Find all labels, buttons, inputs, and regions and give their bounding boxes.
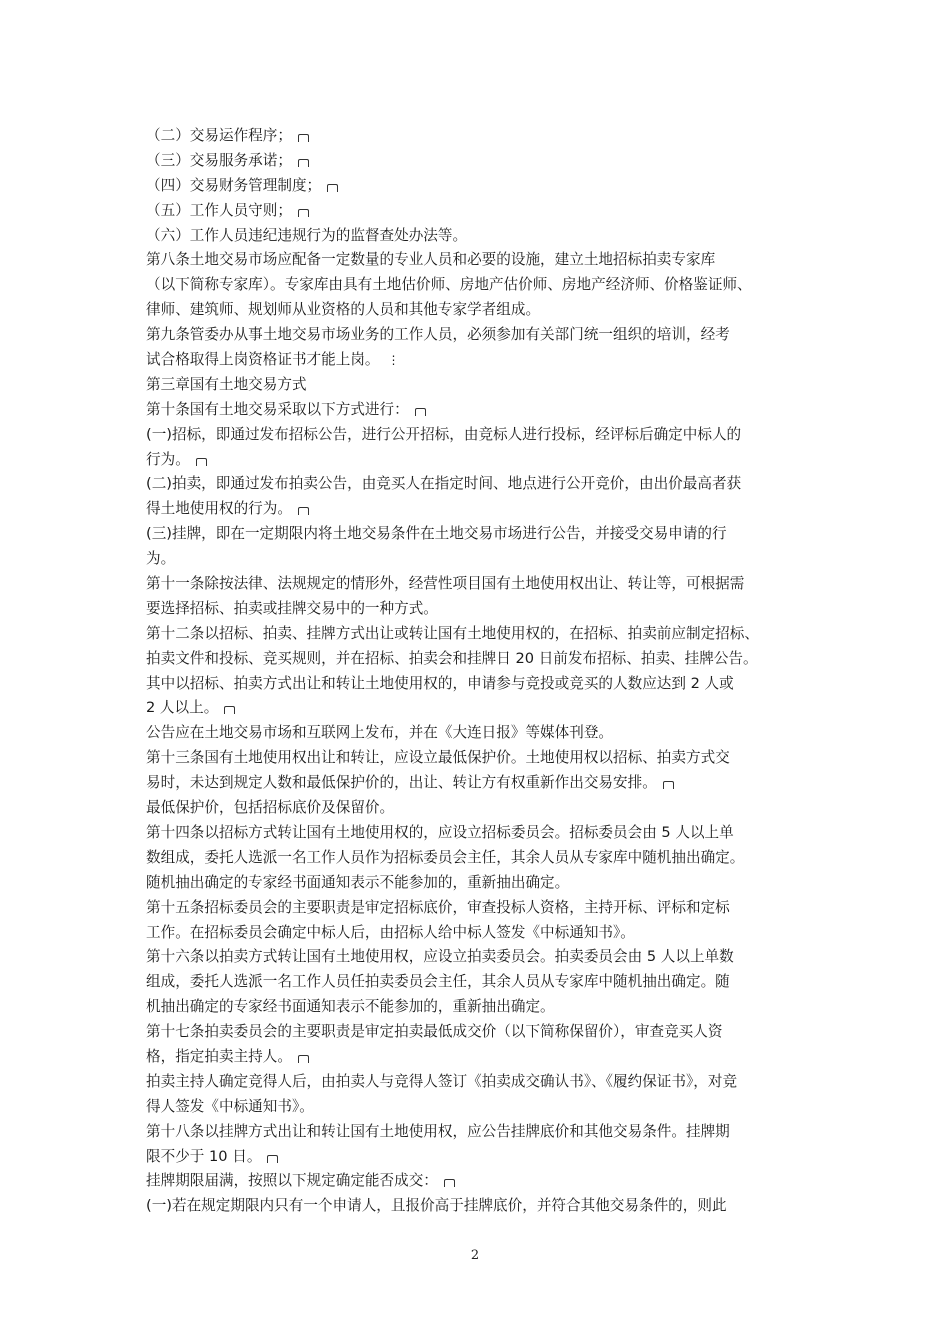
text-line [146, 448, 816, 473]
line-text: (一)招标，即通过发布招标公告，进行公开招标，由竞标人进行投标，经评标后确定中标人的 [146, 425, 742, 443]
text-line [146, 771, 816, 796]
text-line [146, 1045, 816, 1070]
line-text: （三）交易服务承诺； [146, 151, 292, 169]
line-text: 第十四条以招标方式转让国有土地使用权的，应设立招标委员会。招标委员会由 5 人以上单 [146, 823, 734, 841]
text-line [146, 1194, 816, 1219]
line-text: 第十条国有土地交易采取以下方式进行： [146, 400, 409, 418]
line-text: 第九条管委办从事土地交易市场业务的工作人员，必须参加有关部门统一组织的培训，经考 [146, 326, 730, 344]
document-body [146, 124, 816, 1219]
line-text: 组成，委托人选派一名工作人员任拍卖委员会主任，其余人员从专家库中随机抽出确定。随 [146, 973, 730, 991]
paragraph-mark-icon [298, 134, 309, 142]
line-text: (一)若在规定期限内只有一个申请人，且报价高于挂牌底价，并符合其他交易条件的，则此 [146, 1197, 727, 1215]
paragraph-mark-icon [327, 184, 338, 192]
line-text: 第十六条以拍卖方式转让国有土地使用权，应设立拍卖委员会。拍卖委员会由 5 人以上单数 [146, 948, 734, 966]
page-number: 2 [470, 1248, 480, 1263]
line-text: 2 人以上。 [146, 699, 219, 717]
line-text: （四）交易财务管理制度； [146, 176, 322, 194]
text-line [146, 224, 816, 249]
text-line [146, 721, 816, 746]
text-line [146, 348, 816, 373]
paragraph-mark-icon [267, 1155, 278, 1163]
line-text: 第八条土地交易市场应配备一定数量的专业人员和必要的设施，建立土地招标拍卖专家库 [146, 251, 716, 269]
text-line [146, 1020, 816, 1045]
text-line [146, 796, 816, 821]
text-line [146, 572, 816, 597]
line-text: （以下简称专家库）。专家库由具有土地估价师、房地产估价师、房地产经济师、价格鉴证师、 [146, 276, 752, 294]
text-line [146, 1169, 816, 1194]
text-line [146, 124, 816, 149]
line-text: 律师、建筑师、规划师从业资格的人员和其他专家学者组成。 [146, 301, 541, 319]
text-line [146, 472, 816, 497]
text-line [146, 398, 816, 423]
text-line [146, 149, 816, 174]
line-text: 挂牌期限届满，按照以下规定确定能否成交： [146, 1172, 438, 1190]
text-line [146, 871, 816, 896]
paragraph-mark-icon [224, 706, 235, 714]
text-line [146, 522, 816, 547]
line-text: （二）交易运作程序； [146, 127, 292, 144]
text-line [146, 373, 816, 398]
line-text: 公告应在土地交易市场和互联网上发布，并在《大连日报》等媒体刊登。 [146, 724, 614, 742]
text-line [146, 821, 816, 846]
line-text: 易时，未达到规定人数和最低保护价的，出让、转让方有权重新作出交易安排。 [146, 774, 657, 792]
text-line [146, 746, 816, 771]
line-text: 数组成，委托人选派一名工作人员作为招标委员会主任，其余人员从专家库中随机抽出确定。 [146, 848, 745, 866]
line-text: 最低保护价，包括招标底价及保留价。 [146, 799, 395, 817]
text-line [146, 1120, 816, 1145]
paragraph-mark-icon [196, 458, 207, 466]
line-text: 限不少于 10 日。 [146, 1147, 262, 1165]
line-text: (二)拍卖，即通过发布拍卖公告，由竞买人在指定时间、地点进行公开竞价，由出价最高者获 [146, 475, 742, 493]
text-line [146, 1145, 816, 1170]
line-text: 第十三条国有土地使用权出让和转让，应设立最低保护价。土地使用权以招标、拍卖方式交 [146, 749, 730, 767]
paragraph-mark-icon [663, 781, 674, 789]
paragraph-mark-icon [298, 209, 309, 217]
text-line [146, 846, 816, 871]
paragraph-mark-icon [444, 1179, 455, 1187]
text-line [146, 597, 816, 622]
text-line [146, 1070, 816, 1095]
line-text: 第十七条拍卖委员会的主要职责是审定拍卖最低成交价（以下简称保留价），审查竞买人资 [146, 1023, 723, 1041]
line-text: 拍卖文件和投标、竞买规则，并在招标、拍卖会和挂牌日 20 日前发布招标、拍卖、挂牌公告。 [146, 649, 758, 667]
line-text: 要选择招标、拍卖或挂牌交易中的一种方式。 [146, 599, 438, 617]
text-line [146, 1095, 816, 1120]
line-text: 拍卖主持人确定竞得人后，由拍卖人与竞得人签订《拍卖成交确认书》、《履约保证书》，对竞 [146, 1072, 738, 1090]
text-line [146, 622, 816, 647]
line-text: （六）工作人员违纪违规行为的监督查处办法等。 [146, 226, 468, 244]
text-line [146, 945, 816, 970]
text-line [146, 995, 816, 1020]
line-text: 得土地使用权的行为。 [146, 500, 292, 518]
paragraph-mark-icon [298, 507, 309, 515]
paragraph-mark-icon [298, 1055, 309, 1063]
text-line [146, 896, 816, 921]
text-line [146, 547, 816, 572]
text-line [146, 298, 816, 323]
line-text: 其中以招标、拍卖方式出让和转让土地使用权的，申请参与竞投或竞买的人数应达到 2 人或 [146, 674, 734, 692]
text-line [146, 696, 816, 721]
text-line [146, 323, 816, 348]
line-text: 第十二条以招标、拍卖、挂牌方式出让或转让国有土地使用权的，在招标、拍卖前应制定招标、 [146, 624, 759, 642]
line-text: 第十一条除按法律、法规规定的情形外，经营性项目国有土地使用权出让、转让等，可根据需 [146, 575, 745, 593]
text-line [146, 497, 816, 522]
line-text: 第十八条以挂牌方式出让和转让国有土地使用权，应公告挂牌底价和其他交易条件。挂牌期 [146, 1122, 730, 1140]
text-line [146, 199, 816, 224]
text-line [146, 647, 816, 672]
line-text: 第三章国有土地交易方式 [146, 375, 307, 393]
line-text: 格，指定拍卖主持人。 [146, 1047, 292, 1065]
text-line [146, 672, 816, 697]
line-text: 随机抽出确定的专家经书面通知表示不能参加的，重新抽出确定。 [146, 873, 570, 891]
line-text: 得人签发《中标通知书》。 [146, 1097, 314, 1115]
text-line [146, 273, 816, 298]
line-text: 试合格取得上岗资格证书才能上岗。 [146, 351, 380, 369]
text-line [146, 970, 816, 995]
line-text: 机抽出确定的专家经书面通知表示不能参加的，重新抽出确定。 [146, 998, 555, 1016]
line-text: (三)挂牌，即在一定期限内将土地交易条件在土地交易市场进行公告，并接受交易申请的行 [146, 525, 727, 543]
paragraph-mark-icon [298, 159, 309, 167]
paragraph-mark-icon [415, 408, 426, 416]
line-text: 工作。在招标委员会确定中标人后，由招标人给中标人签发《中标通知书》。 [146, 923, 635, 941]
line-text: 第十五条招标委员会的主要职责是审定招标底价，审查投标人资格，主持开标、评标和定标 [146, 898, 730, 916]
line-text: 行为。 [146, 450, 190, 468]
text-line [146, 921, 816, 946]
ellipsis-mark-icon: ⋮ [387, 353, 400, 368]
text-line [146, 423, 816, 448]
line-text: 为。 [146, 550, 176, 568]
text-line [146, 174, 816, 199]
text-line [146, 248, 816, 273]
line-text: （五）工作人员守则； [146, 201, 292, 219]
